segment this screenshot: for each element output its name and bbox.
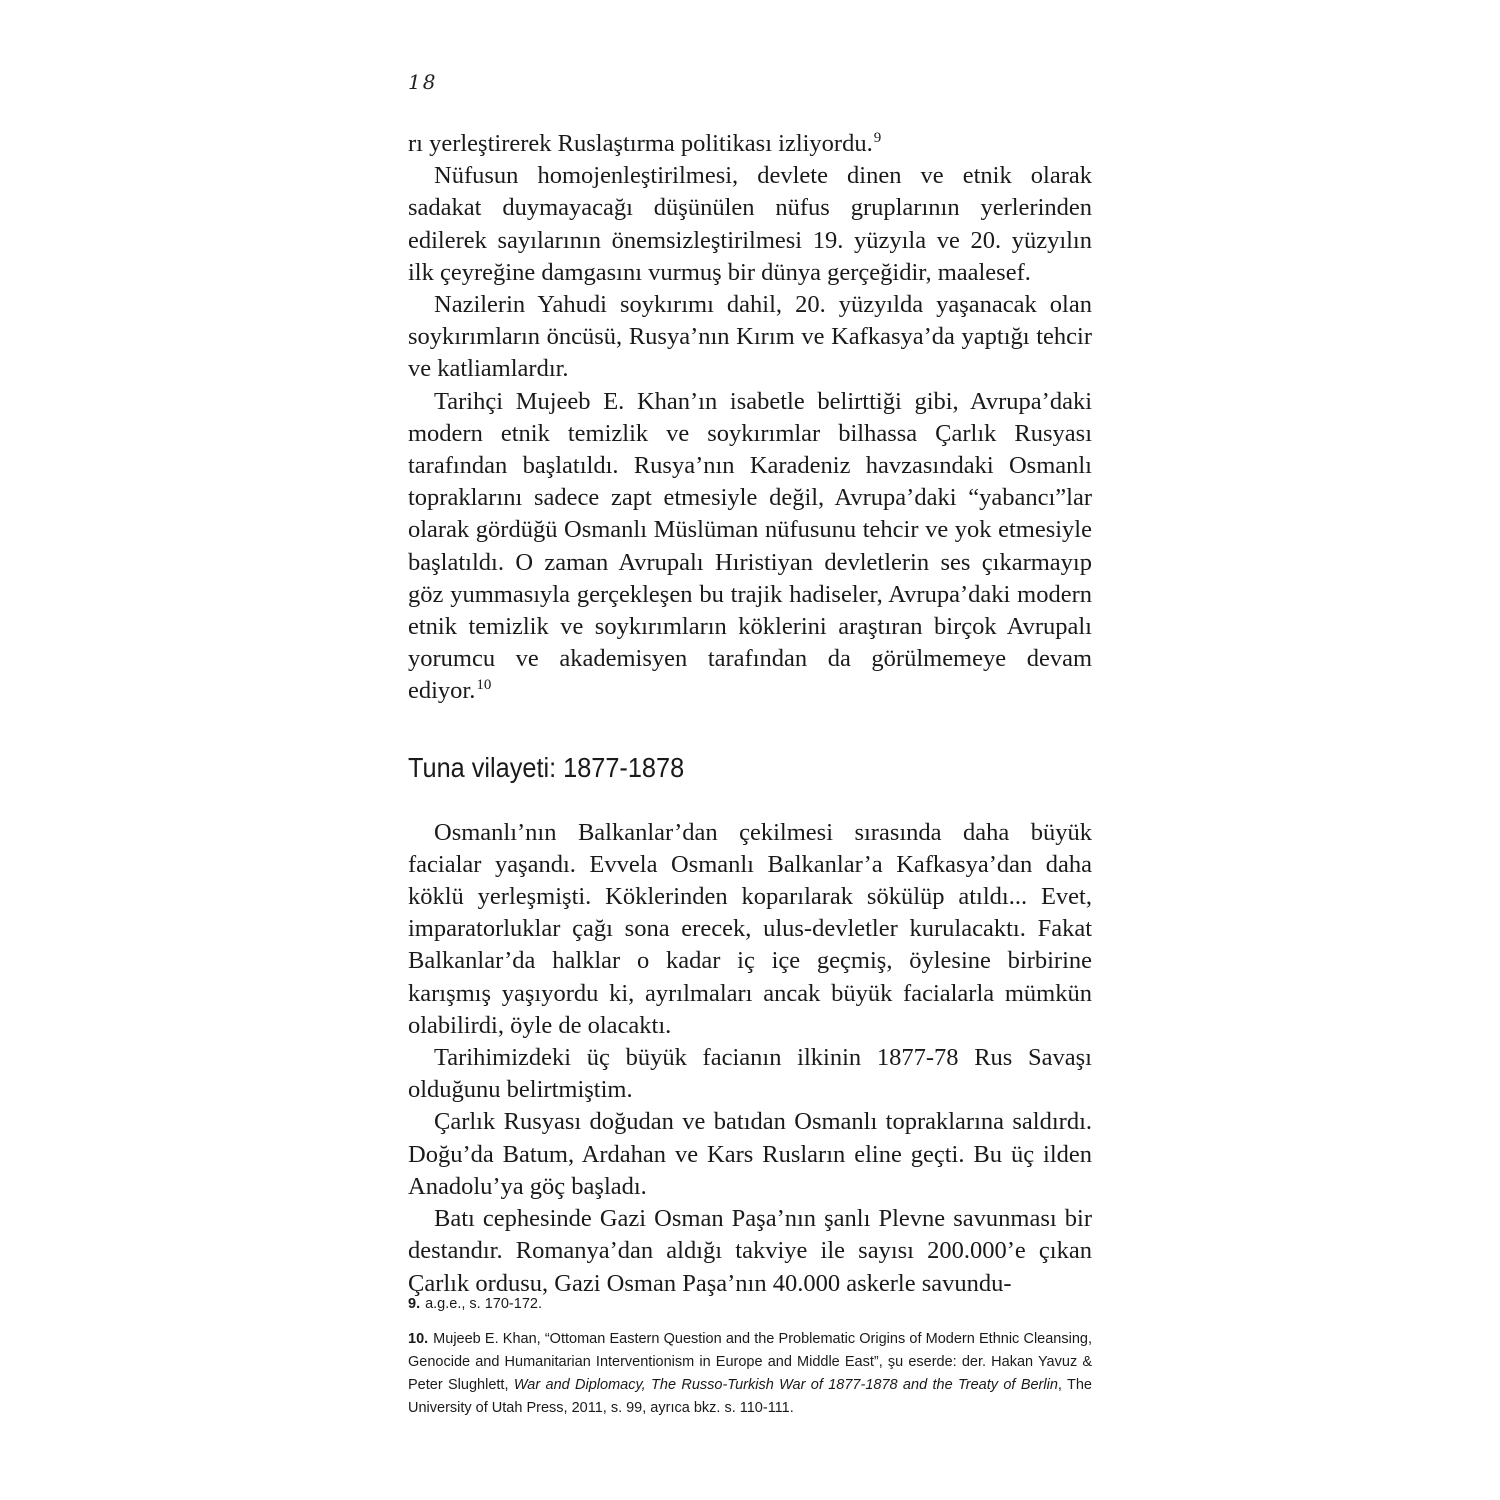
paragraph bbox=[408, 386, 1092, 708]
body-text bbox=[408, 128, 1092, 1300]
paragraphs-bottom bbox=[408, 817, 1092, 1300]
paragraph-text: rı yerleştirerek Ruslaştırma politikası izliyordu. bbox=[408, 130, 873, 157]
paragraphs-top bbox=[408, 128, 1092, 708]
paragraph-text: Batı cephesinde Gazi Osman Paşa’nın şanlı Plevne savunması bir destandır. Romanya’dan aldığı takviye ile sayısı 200.000’e çıkan Çarlık ordusu, Gazi Osman Paşa’nın 40.000 askerle savundu- bbox=[408, 1205, 1092, 1297]
paragraph-text: Nazilerin Yahudi soykırımı dahil, 20. yüzyılda yaşanacak olan soykırımların öncüsü, Rusya’nın Kırım ve Kafkasya’da yaptığı tehcir ve katliamlardır. bbox=[408, 291, 1092, 383]
paragraph bbox=[408, 1106, 1092, 1203]
paragraph-text: Çarlık Rusyası doğudan ve batıdan Osmanlı topraklarına saldırdı. Doğu’da Batum, Ardahan ve Kars Rusların eline geçti. Bu üç ilden Anadolu’ya göç başladı. bbox=[408, 1108, 1092, 1200]
paragraph bbox=[408, 289, 1092, 386]
paragraph bbox=[408, 128, 1092, 160]
footnotes bbox=[408, 1293, 1092, 1432]
section-heading: Tuna vilayeti: 1877-1878 bbox=[408, 751, 685, 783]
footnote-text: a.g.e., s. 170-172. bbox=[425, 1296, 542, 1312]
footnote-number: 10. bbox=[408, 1331, 429, 1347]
paragraph bbox=[408, 1203, 1092, 1300]
paragraph-text: Tarihçi Mujeeb E. Khan’ın isabetle belirttiği gibi, Avrupa’daki modern etnik temizlik ve soykırımlar bilhassa Çarlık Rusyası tarafından başlatıldı. Rusya’nın Karadeniz havzasındaki Osmanlı topraklarını sadece zapt etmesiyle değil, Avrupa’daki “yabancı”lar olarak gördüğü Osmanlı Müslüman nüfusunu tehcir ve yok etmesiyle başlatıldı. O zaman Avrupalı Hıristiyan devletlerin ses çıkarmayıp göz yummasıyla gerçekleşen bu trajik hadiseler, Avrupa’daki modern etnik temizlik ve soykırımların köklerini araştıran birçok Avrupalı yorumcu ve akademisyen tarafından da görülmemeye devam ediyor. bbox=[408, 387, 1092, 705]
page-number: 18 bbox=[408, 70, 438, 94]
footnote-reference: 10 bbox=[476, 677, 492, 694]
footnote bbox=[408, 1293, 1092, 1316]
paragraph-text: Osmanlı’nın Balkanlar’dan çekilmesi sırasında daha büyük facialar yaşandı. Evvela Osmanlı Balkanlar’a Kafkasya’dan daha köklü yerleşmişti. Köklerinden koparılarak sökülüp atıldı... Evet, imparatorluklar çağı sona erecek, ulus-devletler kurulacaktı. Fakat Balkanlar’da halklar o kadar iç içe geçmiş, öylesine birbirine karışmış yaşıyordu ki, ayrılmaları ancak büyük facialarla mümkün olabilirdi, öyle de olacaktı. bbox=[408, 818, 1092, 1039]
paragraph bbox=[408, 160, 1092, 289]
paragraph bbox=[408, 817, 1092, 1042]
footnote-reference: 9 bbox=[873, 130, 882, 146]
footnote-number: 9. bbox=[408, 1296, 421, 1312]
footnote-text: Mujeeb E. Khan, “Ottoman Eastern Question and the Problematic Origins of Modern Ethnic Cleansing, Genocide and Humanitarian Interventionism in Europe and Middle East”, şu eserde: der. Hakan Yavuz & Peter Slughlett, bbox=[408, 1331, 1092, 1393]
footnote bbox=[408, 1328, 1092, 1420]
paragraph bbox=[408, 1042, 1092, 1106]
paragraph-text: Tarihimizdeki üç büyük facianın ilkinin 1877-78 Rus Savaşı olduğunu belirtmiştim. bbox=[408, 1044, 1092, 1104]
footnote-book-title: War and Diplomacy, The Russo-Turkish War of 1877-1878 and the Treaty of Berlin bbox=[513, 1377, 1058, 1393]
footnote-text: , The University of Utah Press, 2011, s. 99, ayrıca bkz. s. 110-111. bbox=[408, 1377, 1092, 1416]
paragraph-text: Nüfusun homojenleştirilmesi, devlete dinen ve etnik olarak sadakat duymayacağı düşünülen nüfus gruplarının yerlerinden edilerek sayılarının önemsizleştirilmesi 19. yüzyıla ve 20. yüzyılın ilk çeyreğine damgasını vurmuş bir dünya gerçeğidir, maalesef. bbox=[408, 162, 1092, 286]
